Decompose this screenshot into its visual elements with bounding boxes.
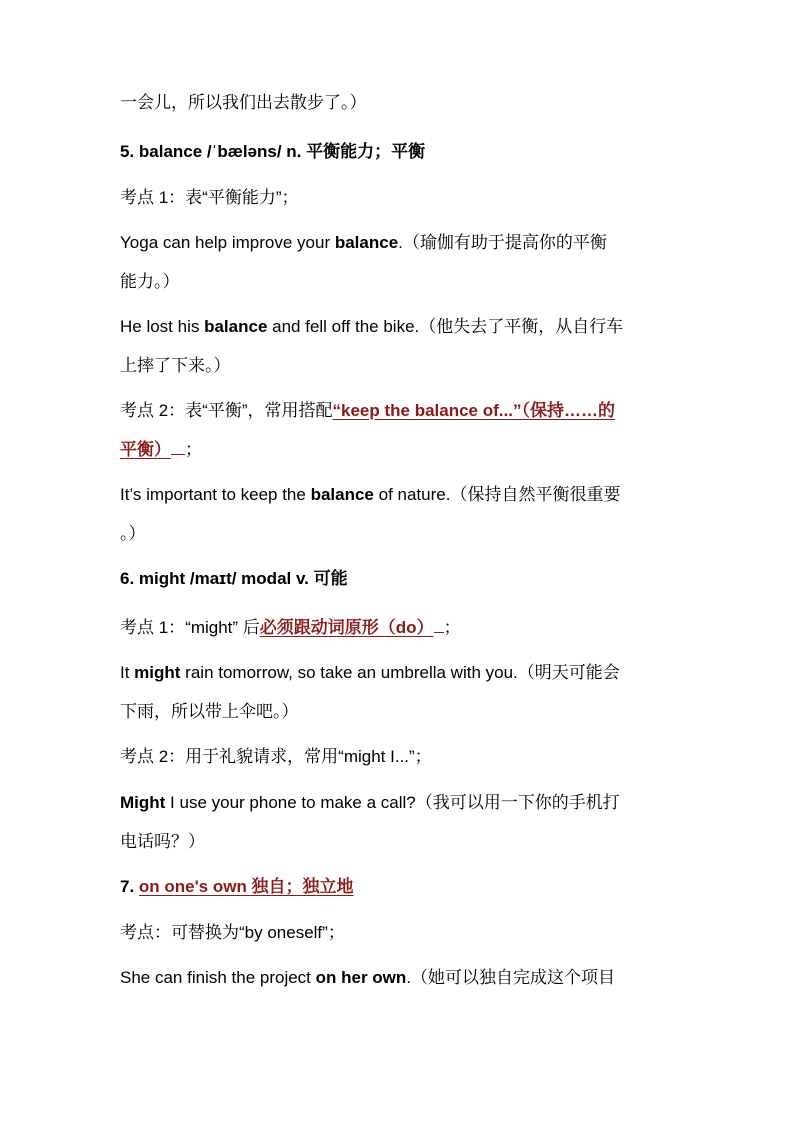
- example-text: He lost his: [120, 317, 205, 336]
- punctuation: ；: [443, 618, 461, 637]
- example-translation: rain tomorrow, so take an umbrella with you.（明天可能会: [180, 663, 620, 682]
- vocab-heading-text: 6. might /maɪt/ modal v. 可能: [120, 569, 348, 588]
- example-sentence-continued: [120, 523, 680, 545]
- example-sentence: [120, 232, 680, 254]
- answer-red-underlined: 平衡）: [120, 440, 171, 459]
- example-translation: .（瑜伽有助于提高你的平衡: [398, 233, 607, 252]
- example-translation: of nature.（保持自然平衡很重要: [373, 485, 621, 504]
- vocab-heading-balance: [120, 141, 680, 163]
- keyword-bold: might: [134, 663, 181, 682]
- vocab-heading-text: 5. balance /ˈbæləns/ n. 平衡能力；平衡: [120, 142, 426, 161]
- vocab-number: 7.: [120, 877, 139, 896]
- example-sentence: [120, 316, 680, 338]
- answer-red-underlined: 必须跟动词原形（do）: [259, 618, 434, 637]
- example-text: Yoga can help improve your: [120, 233, 335, 252]
- answer-red-underlined: on one's own 独自；独立地: [138, 877, 354, 896]
- example-sentence-continued: [120, 831, 680, 853]
- example-translation: and fell off the bike.（他失去了平衡，从自行车: [267, 317, 624, 336]
- punctuation: ；: [185, 440, 202, 459]
- example-sentence: [120, 967, 680, 989]
- answer-red-underlined: “keep the balance of...”（保持……的: [332, 401, 615, 420]
- key-point-text: 考点 1：“might” 后: [120, 618, 260, 637]
- example-translation: 下雨，所以带上伞吧。）: [120, 702, 299, 721]
- example-translation: .（她可以独自完成这个项目: [406, 968, 616, 987]
- key-point-line: [120, 746, 680, 768]
- example-translation: I use your phone to make a call?（我可以用一下你的手机打: [165, 793, 620, 812]
- key-point-line: [120, 400, 680, 422]
- example-sentence: [120, 484, 680, 506]
- vocab-heading-on-ones-own: [120, 876, 680, 898]
- underline-blank: [434, 618, 444, 633]
- example-translation: 电话吗？）: [120, 832, 205, 851]
- text-line: [120, 92, 680, 114]
- example-text: She can finish the project: [120, 968, 316, 987]
- keyword-bold: on her own: [315, 968, 407, 987]
- keyword-bold: balance: [204, 317, 268, 336]
- underline-blank: [171, 440, 185, 455]
- key-point-text: 考点 2：表“平衡”，常用搭配: [120, 401, 333, 420]
- vocab-heading-might: [120, 568, 680, 590]
- example-sentence: [120, 662, 680, 684]
- keyword-bold: balance: [310, 485, 374, 504]
- sentence-translation-end: 一会儿，所以我们出去散步了。）: [120, 93, 367, 112]
- example-translation: 能力。）: [120, 272, 180, 291]
- key-point-line: [120, 617, 680, 639]
- example-translation: 上摔了下来。）: [120, 356, 231, 375]
- example-sentence-continued: [120, 701, 680, 723]
- key-point-line: [120, 187, 680, 209]
- key-point-text: 考点 1：表“平衡能力”；: [120, 188, 299, 207]
- example-text: It: [120, 663, 135, 682]
- example-sentence-continued: [120, 355, 680, 377]
- key-point-text: 考点：可替换为“by oneself”；: [120, 923, 345, 942]
- keyword-bold: balance: [334, 233, 399, 252]
- key-point-line-continued: [120, 439, 680, 461]
- example-text: It’s important to keep the: [120, 485, 311, 504]
- example-sentence: [120, 792, 680, 814]
- key-point-line: [120, 922, 680, 944]
- example-sentence-continued: [120, 271, 680, 293]
- key-point-text: 考点 2：用于礼貌请求，常用“might I...”；: [120, 747, 432, 766]
- example-translation: 。）: [120, 524, 146, 543]
- keyword-bold: Might: [120, 793, 166, 812]
